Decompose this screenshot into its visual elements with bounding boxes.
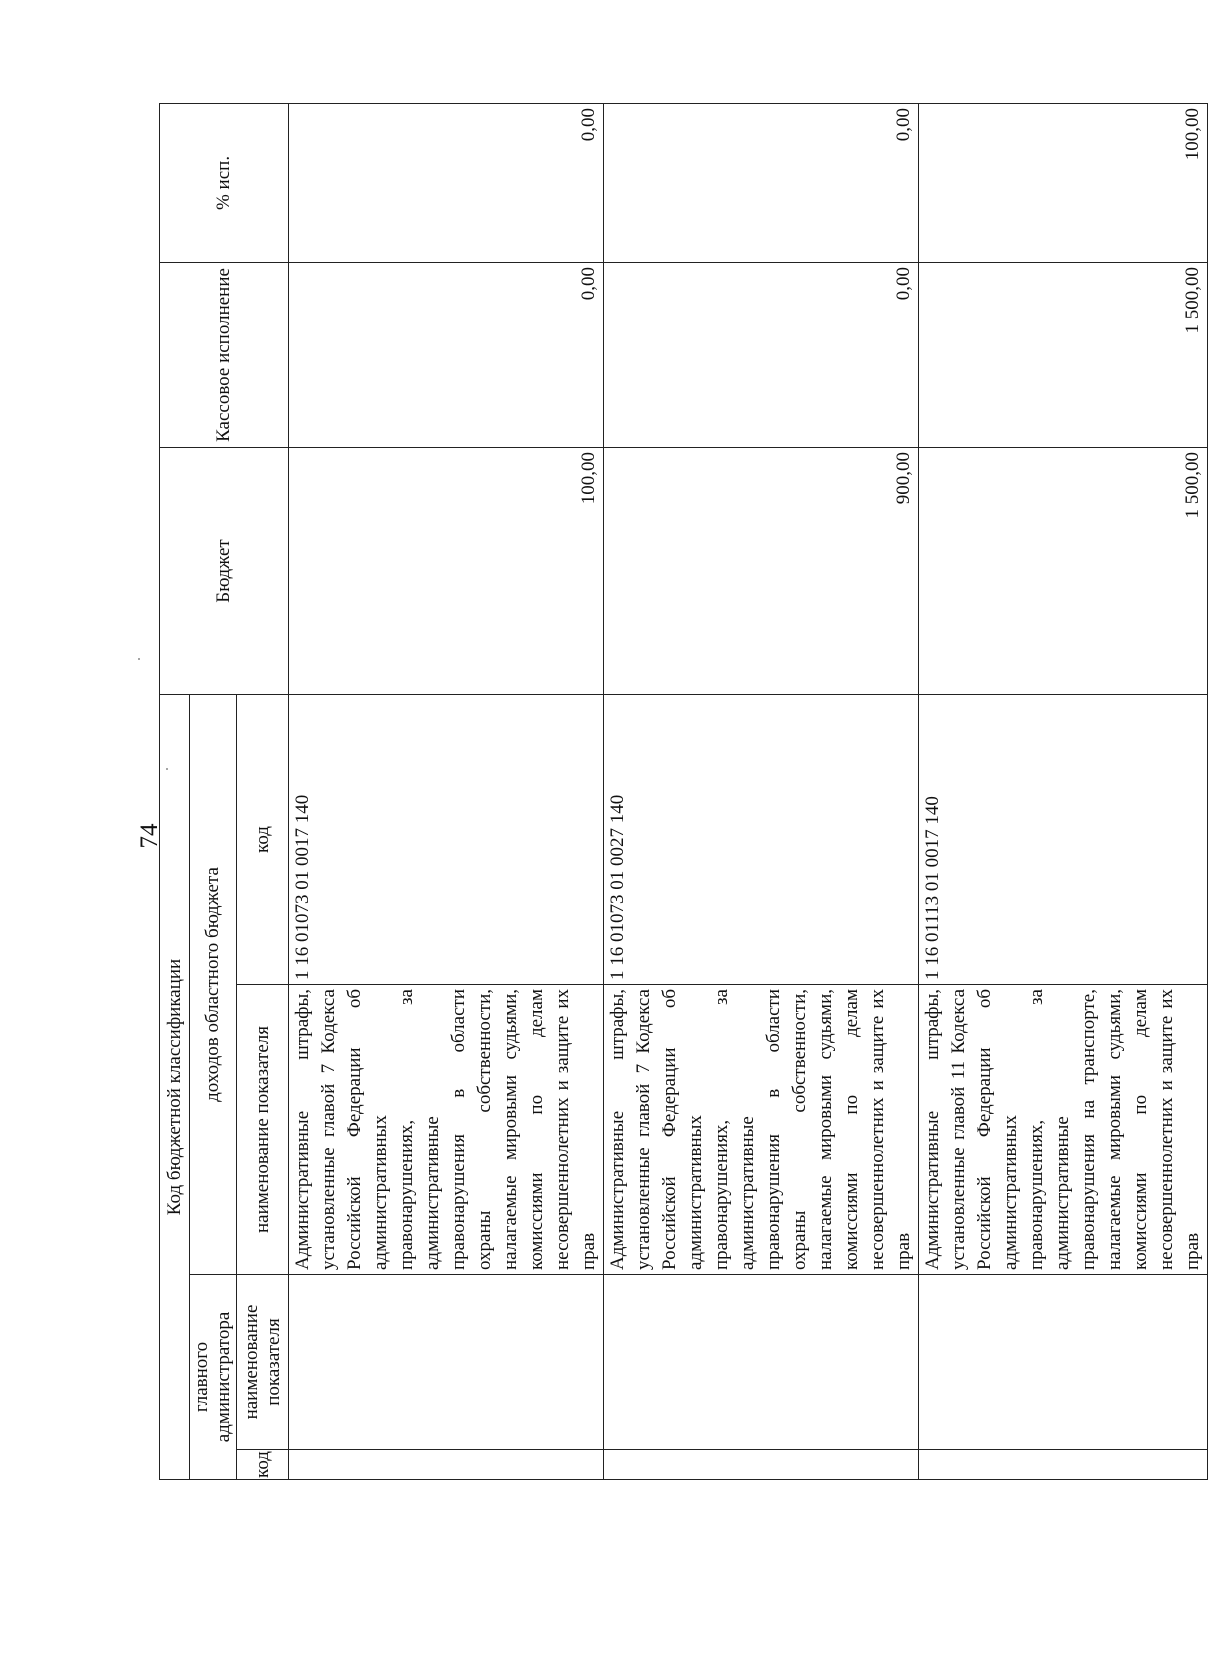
budget-table (159, 103, 1208, 1480)
admin-name-cell (604, 1275, 919, 1450)
table-row (919, 103, 1208, 1479)
budget-cell: 100,00 (289, 447, 604, 694)
rotated-table-stage (159, 104, 1203, 1480)
admin-group-header: главного администратора (190, 1275, 237, 1480)
admin-code-cell (919, 1450, 1208, 1480)
admin-code-cell (289, 1450, 604, 1480)
budget-cell: 900,00 (604, 447, 919, 694)
kbk-group-header: Код бюджетной классификации (160, 694, 190, 1479)
admin-name-header: наименование показателя (237, 1275, 289, 1450)
revenue-code-cell: 1 16 01073 01 0027 140 (604, 694, 919, 984)
admin-code-header: код (237, 1450, 289, 1480)
revenue-code-cell: 1 16 01073 01 0017 140 (289, 694, 604, 984)
page-number: 74 (136, 823, 163, 849)
budget-header: Бюджет (160, 447, 289, 694)
indicator-name-cell: Административные штрафы, установленные главой 7 Кодекса Российской Федерации об административных правонарушениях, за административные правонарушения в области охраны собственности, налагаемые мировыми судьями, комиссиями по делам несовершеннолетних и защите их прав (604, 985, 919, 1275)
admin-name-cell (289, 1275, 604, 1450)
table-header (160, 103, 289, 1479)
revenue-group-header: доходов областного бюджета (190, 694, 237, 1274)
indicator-name-cell: Административные штрафы, установленные главой 11 Кодекса Российской Федерации об административных правонарушениях, за административные правонарушения на транспорте, налагаемые мировыми судьями, комиссиями по делам несовершеннолетних и защите их прав (919, 985, 1208, 1275)
cash-execution-header: Кассовое исполнение (160, 262, 289, 447)
table-row (289, 103, 604, 1479)
cash-execution-cell: 0,00 (604, 262, 919, 447)
scan-speck (138, 658, 140, 660)
percent-execution-header: % исп. (160, 103, 289, 262)
revenue-code-cell: 1 16 01113 01 0017 140 (919, 694, 1208, 984)
percent-execution-cell: 100,00 (919, 103, 1208, 262)
admin-code-cell (604, 1450, 919, 1480)
table-row (604, 103, 919, 1479)
budget-cell: 1 500,00 (919, 447, 1208, 694)
revenue-code-header: код (237, 694, 289, 984)
cash-execution-cell: 0,00 (289, 262, 604, 447)
indicator-name-cell: Административные штрафы, установленные главой 7 Кодекса Российской Федерации об административных правонарушениях, за административные правонарушения в области охраны собственности, налагаемые мировыми судьями, комиссиями по делам несовершеннолетних и защите их прав (289, 985, 604, 1275)
percent-execution-cell: 0,00 (604, 103, 919, 262)
percent-execution-cell: 0,00 (289, 103, 604, 262)
admin-name-cell (919, 1275, 1208, 1450)
indicator-name-header: наименование показателя (237, 985, 289, 1275)
rotated-page-region (159, 104, 1203, 1480)
cash-execution-cell: 1 500,00 (919, 262, 1208, 447)
